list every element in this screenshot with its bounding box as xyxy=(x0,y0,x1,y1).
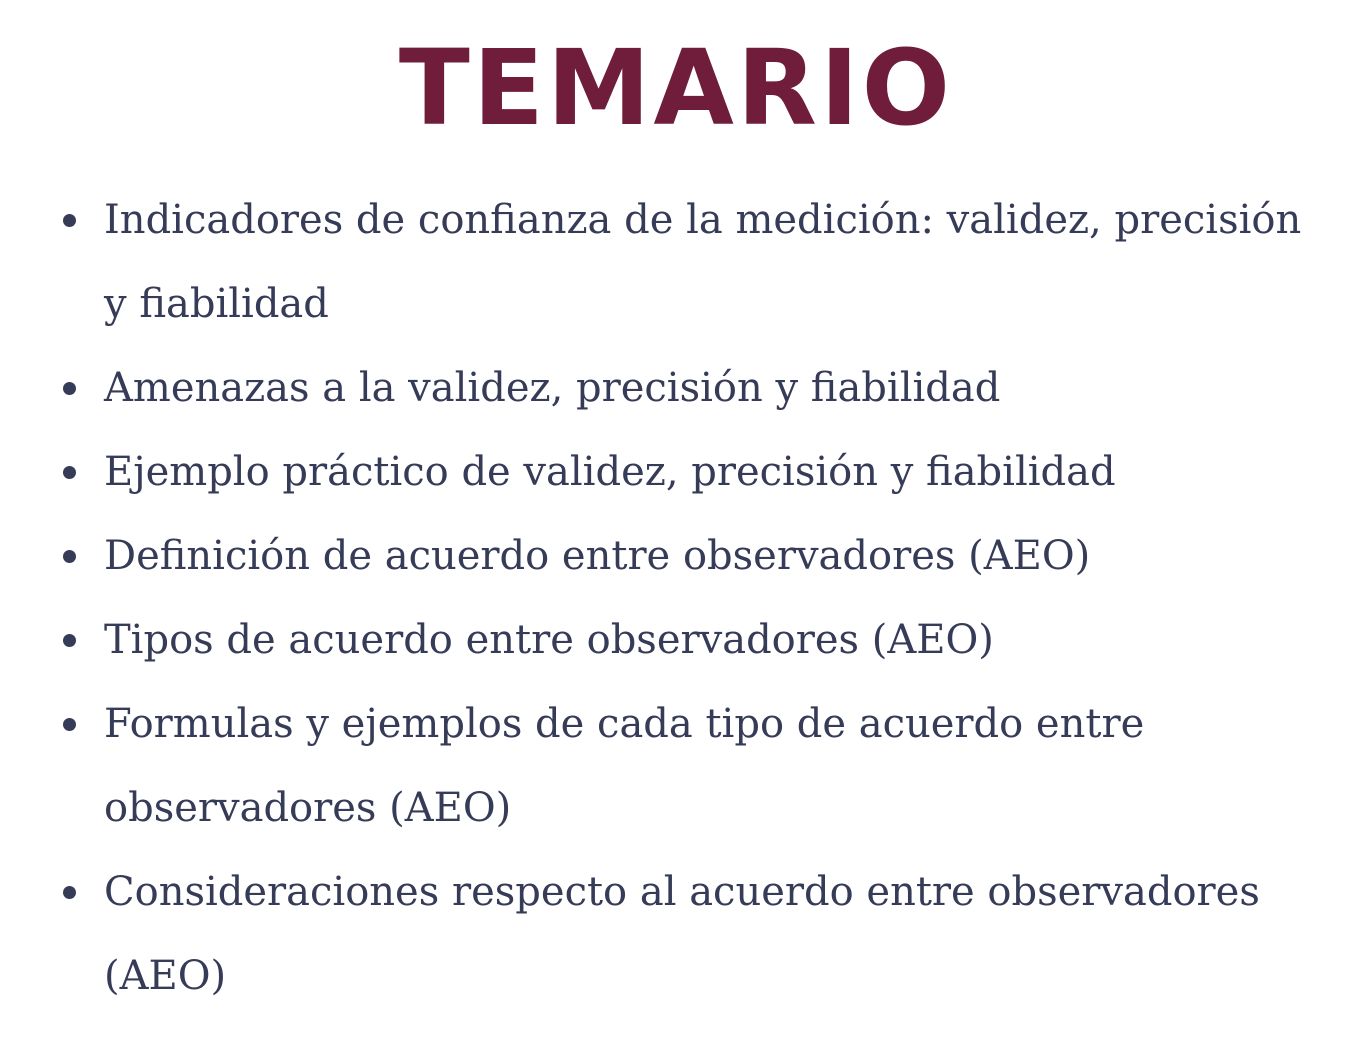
list-item xyxy=(0,514,1352,598)
bullet-icon xyxy=(63,382,76,395)
list-item xyxy=(0,850,1352,1018)
bullet-icon xyxy=(63,634,76,647)
bullet-icon xyxy=(63,466,76,479)
list-item xyxy=(0,178,1352,346)
list-item xyxy=(0,598,1352,682)
list-item xyxy=(0,346,1352,430)
list-item-text: Definición de acuerdo entre observadores (AEO) xyxy=(104,533,1091,579)
list-item-text: Indicadores de confianza de la medición: validez, precisión y fiabilidad xyxy=(104,197,1302,327)
list-item-text: Amenazas a la validez, precisión y fiabilidad xyxy=(104,365,1001,411)
list-item-text: Consideraciones respecto al acuerdo entre observadores (AEO) xyxy=(104,869,1260,999)
list-item-text: Formulas y ejemplos de cada tipo de acuerdo entre observadores (AEO) xyxy=(104,701,1145,831)
page-title: TEMARIO xyxy=(398,27,954,149)
list-item xyxy=(0,430,1352,514)
bullet-icon xyxy=(63,214,76,227)
topic-list xyxy=(0,178,1352,1018)
bullet-icon xyxy=(63,886,76,899)
list-item xyxy=(0,682,1352,850)
bullet-icon xyxy=(63,718,76,731)
list-item-text: Ejemplo práctico de validez, precisión y fiabilidad xyxy=(104,449,1116,495)
bullet-icon xyxy=(63,550,76,563)
list-item-text: Tipos de acuerdo entre observadores (AEO) xyxy=(104,617,994,663)
